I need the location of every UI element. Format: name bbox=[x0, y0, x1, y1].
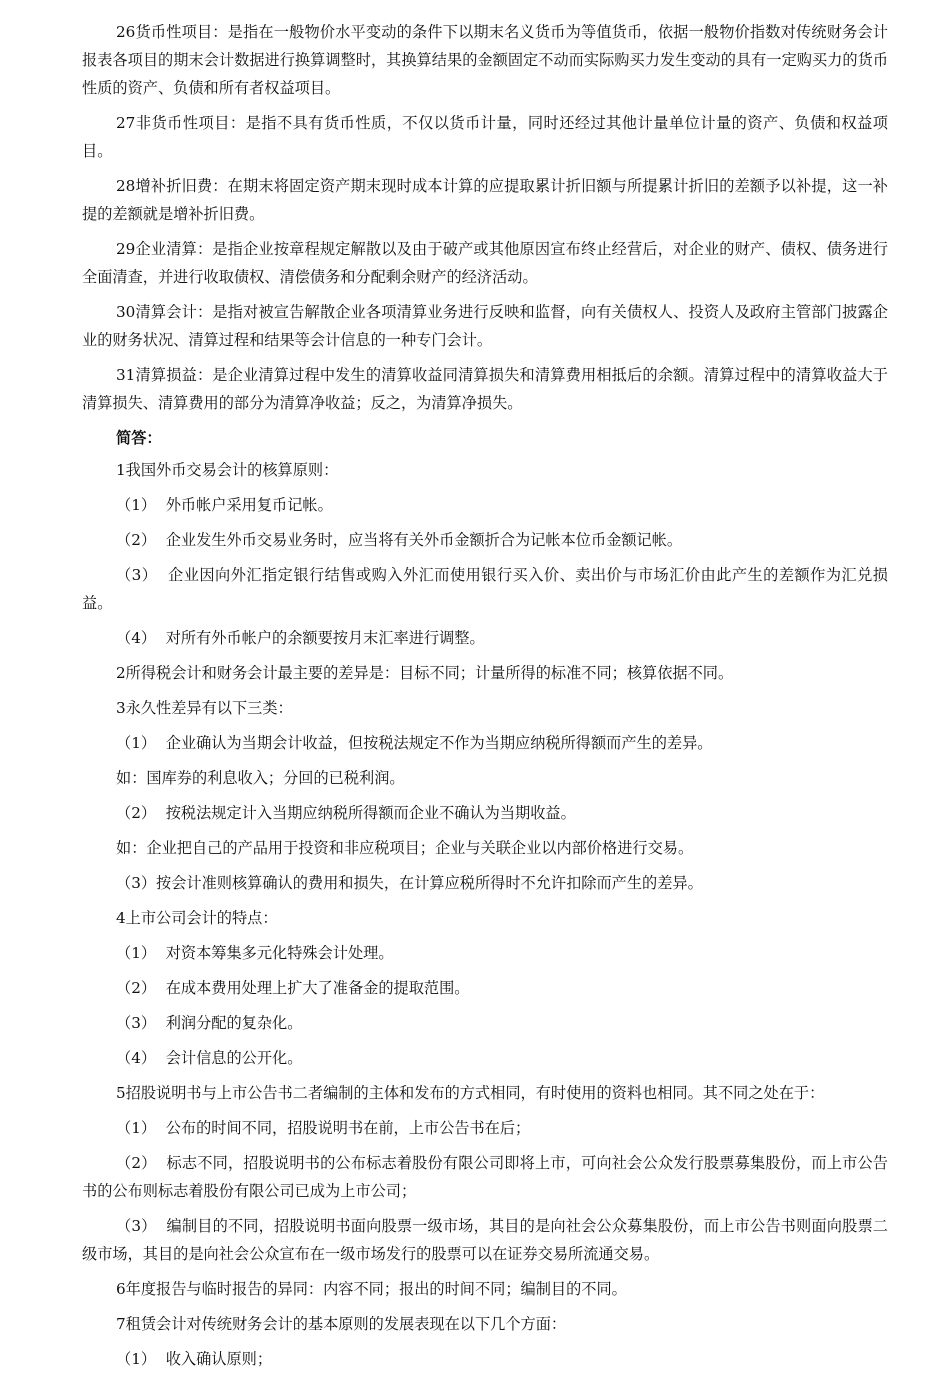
term-30-liquidation-accounting: 30清算会计：是指对被宣告解散企业各项清算业务进行反映和监督，向有关债权人、投资人及政府主管部门披露企业的财务状况、清算过程和结果等会计信息的一种专门会计。 bbox=[82, 303, 888, 349]
answer-5-item-2: （2） 标志不同，招股说明书的公布标志着股份有限公司即将上市，可向社会公众发行股票募集股份，而上市公告书的公布则标志着股份有限公司已成为上市公司； bbox=[82, 1154, 888, 1200]
answer-7-item-1: （1） 收入确认原则； bbox=[116, 1350, 273, 1368]
answer-1-item-1: （1） 外币帐户采用复币记帐。 bbox=[116, 496, 333, 514]
answer-5-item-3: （3） 编制目的不同，招股说明书面向股票一级市场，其目的是向社会公众募集股份，而上市公告书则面向股票二级市场，其目的是向社会公众宣布在一级市场发行的股票可以在证券交易所流通交易。 bbox=[82, 1217, 888, 1263]
term-28-supplementary-depreciation: 28增补折旧费：在期末将固定资产期末现时成本计算的应提取累计折旧额与所提累计折旧的差额予以补提，这一补提的差额就是增补折旧费。 bbox=[82, 177, 888, 223]
term-31-liquidation-gain-loss: 31清算损益：是企业清算过程中发生的清算收益同清算损失和清算费用相抵后的余额。清算过程中的清算收益大于清算损失、清算费用的部分为清算净收益；反之，为清算净损失。 bbox=[82, 366, 888, 412]
answer-3-example-1: 如：国库券的利息收入；分回的已税利润。 bbox=[116, 769, 405, 787]
term-26-monetary-items: 26货币性项目：是指在一般物价水平变动的条件下以期末名义货币为等值货币，依据一般物价指数对传统财务会计报表各项目的期末会计数据进行换算调整时，其换算结果的金额固定不动而实际购买力发生变动的具有一定购买力的货币性质的资产、负债和所有者权益项目。 bbox=[82, 23, 888, 97]
answer-4-title: 4上市公司会计的特点： bbox=[116, 909, 278, 927]
answer-1-item-2: （2） 企业发生外币交易业务时，应当将有关外币金额折合为记帐本位币金额记帐。 bbox=[116, 531, 683, 549]
answer-3-title: 3永久性差异有以下三类： bbox=[116, 699, 293, 717]
term-27-nonmonetary-items: 27非货币性项目：是指不具有货币性质，不仅以货币计量，同时还经过其他计量单位计量的资产、负债和权益项目。 bbox=[82, 114, 888, 160]
answer-1-title: 1我国外币交易会计的核算原则： bbox=[116, 461, 339, 479]
answer-7-title: 7租赁会计对传统财务会计的基本原则的发展表现在以下几个方面： bbox=[116, 1315, 567, 1333]
answer-6: 6年度报告与临时报告的异同：内容不同；报出的时间不同；编制目的不同。 bbox=[116, 1280, 627, 1298]
answer-3-example-2: 如：企业把自己的产品用于投资和非应税项目；企业与关联企业以内部价格进行交易。 bbox=[116, 839, 694, 857]
answer-3-item-3: （3）按会计准则核算确认的费用和损失，在计算应税所得时不允许扣除而产生的差异。 bbox=[116, 874, 703, 892]
answer-5-item-1: （1） 公布的时间不同，招股说明书在前，上市公告书在后； bbox=[116, 1119, 531, 1137]
term-29-liquidation: 29企业清算：是指企业按章程规定解散以及由于破产或其他原因宣布终止经营后，对企业的财产、债权、债务进行全面清查，并进行收取债权、清偿债务和分配剩余财产的经济活动。 bbox=[82, 240, 888, 286]
answer-4-item-1: （1） 对资本筹集多元化特殊会计处理。 bbox=[116, 944, 394, 962]
section-heading-short-answer: 简答： bbox=[116, 429, 162, 447]
answer-2: 2所得税会计和财务会计最主要的差异是：目标不同；计量所得的标准不同；核算依据不同。 bbox=[116, 664, 734, 682]
answer-4-item-3: （3） 利润分配的复杂化。 bbox=[116, 1014, 303, 1032]
answer-4-item-2: （2） 在成本费用处理上扩大了准备金的提取范围。 bbox=[116, 979, 470, 997]
answer-5-title: 5招股说明书与上市公告书二者编制的主体和发布的方式相同，有时使用的资料也相同。其不同之处在于： bbox=[116, 1084, 825, 1102]
answer-3-item-1: （1） 企业确认为当期会计收益，但按税法规定不作为当期应纳税所得额而产生的差异。 bbox=[116, 734, 713, 752]
answer-4-item-4: （4） 会计信息的公开化。 bbox=[116, 1049, 303, 1067]
answer-3-item-2: （2） 按税法规定计入当期应纳税所得额而企业不确认为当期收益。 bbox=[116, 804, 576, 822]
answer-1-item-3: （3） 企业因向外汇指定银行结售或购入外汇而使用银行买入价、卖出价与市场汇价由此产生的差额作为汇兑损益。 bbox=[82, 566, 888, 612]
answer-1-item-4: （4） 对所有外币帐户的余额要按月末汇率进行调整。 bbox=[116, 629, 485, 647]
